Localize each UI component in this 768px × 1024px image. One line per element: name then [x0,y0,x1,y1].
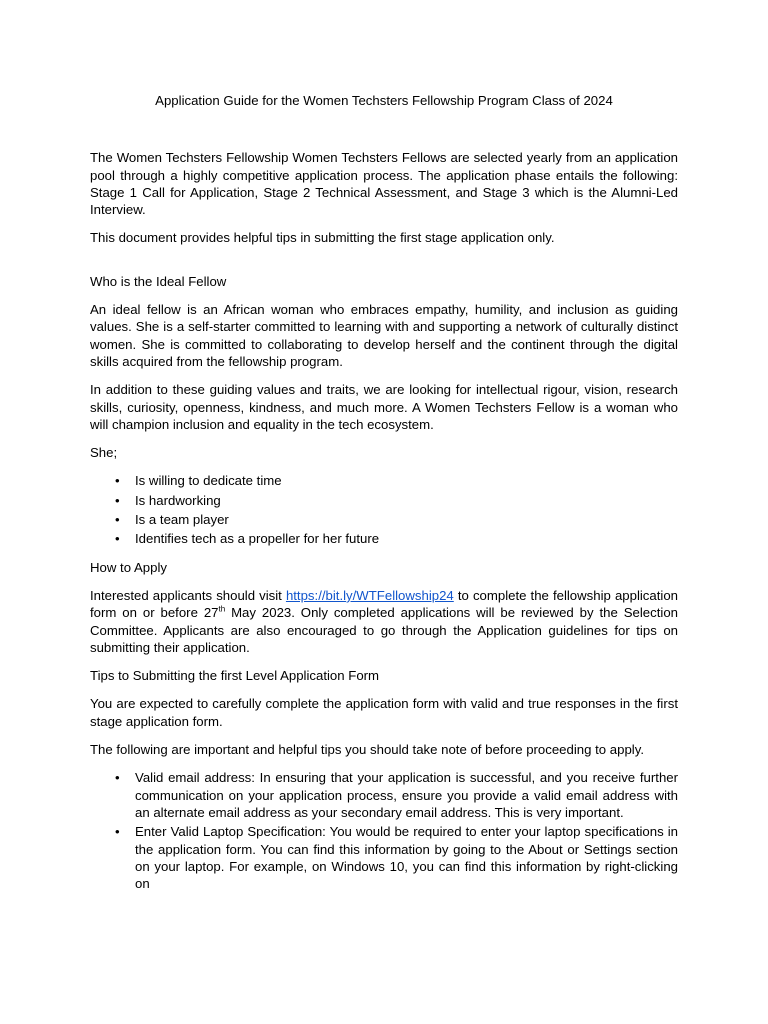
list-item: • Identifies tech as a propeller for her future [115,531,380,547]
tips-paragraph-1: You are expected to carefully complete the application form with valid and true responses in the first stage application form. [90,696,678,729]
traits-list [90,472,678,547]
bullet-icon: • [115,770,120,786]
bullet-icon: • [115,492,120,508]
tips-paragraph-2: The following are important and helpful tips you should take note of before proceeding to apply. [90,742,644,758]
bullet-icon: • [115,531,120,547]
ideal-fellow-heading: Who is the Ideal Fellow [90,273,227,289]
list-item: • Is willing to dedicate time [115,473,282,489]
ideal-paragraph-2: In addition to these guiding values and traits, we are looking for intellectual rigour, vision, research skills, curiosity, openness, kindness, and much more. A Women Techsters Fellow is a woman who will champion inclusion and equality in the tech ecosystem. [90,382,678,432]
list-item: • Enter Valid Laptop Specification: You would be required to enter your laptop specifications in the application form. You can find this information by going to the About or Settings section on your laptop. For example, on Windows 10, you can find this information by right-clicking on [115,824,678,892]
bullet-icon: • [115,824,120,840]
how-to-apply-heading: How to Apply [90,559,167,575]
apply-paragraph: Interested applicants should visit https://bit.ly/WTFellowship24 to complete the fellowship application form on or before 27th May 2023. Only completed applications will be reviewed by the Selection Committee. Applicants are also encouraged to go through the Application guidelines for tips on submitting their application. [90,587,678,655]
intro-paragraph-1: The Women Techsters Fellowship Women Techsters Fellows are selected yearly from an application pool through a highly competitive application process. The application phase entails the following: Stage 1 Call for Application, Stage 2 Technical Assessment, and Stage 3 which is the Alumni-Led Interview. [90,150,678,218]
ideal-paragraph-1: An ideal fellow is an African woman who embraces empathy, humility, and inclusion as guiding values. She is a self-starter committed to learning with and supporting a network of culturally distinct women. She is committed to collaborating to develop herself and the continent through the digital skills acquired from the fellowship program. [90,302,678,369]
document-page [90,92,678,903]
document-title: Application Guide for the Women Techsters Fellowship Program Class of 2024 [155,93,613,108]
application-link[interactable]: https://bit.ly/WTFellowship24 [285,587,454,603]
bullet-icon: • [115,512,120,528]
bullet-icon: • [115,473,120,489]
tips-heading: Tips to Submitting the first Level Application Form [90,668,380,684]
intro-paragraph-2: This document provides helpful tips in submitting the first stage application only. [90,230,555,246]
list-item: • Is a team player [115,512,229,528]
list-item: • Valid email address: In ensuring that your application is successful, and you receive further communication on your application process, ensure you provide a valid email address with an alternate email address as your secondary email address. This is very important. [115,770,678,820]
tips-list [90,769,678,892]
list-item: • Is hardworking [115,492,221,508]
she-label: She; [90,445,118,461]
